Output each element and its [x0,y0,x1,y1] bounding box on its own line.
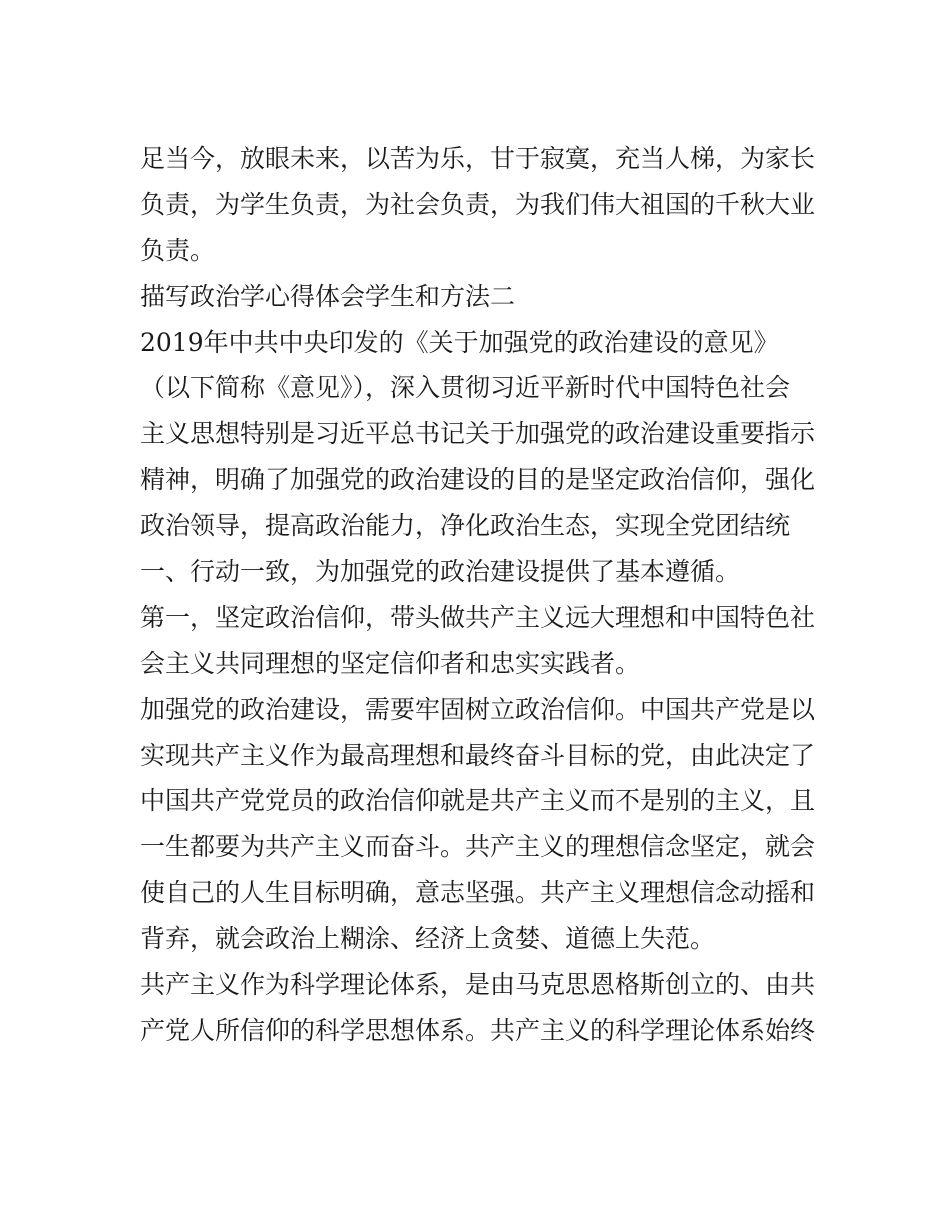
text-line: 精神，明确了加强党的政治建设的目的是坚定政治信仰，强化 [140,465,816,495]
text-line: 产党人所信仰的科学思想体系。共产主义的科学理论体系始终 [140,1015,816,1045]
text-line: 共产主义作为科学理论体系，是由马克思恩格斯创立的、由共 [140,970,816,1000]
text-line: 主义思想特别是习近平总书记关于加强党的政治建设重要指示 [140,419,816,449]
text-line: 第一，坚定政治信仰，带头做共产主义远大理想和中国特色社 [140,602,816,632]
text-line: 实现共产主义作为最高理想和最终奋斗目标的党，由此决定了 [140,740,816,770]
text-line: 中国共产党党员的政治信仰就是共产主义而不是别的主义，且 [140,786,816,816]
text-line: 背弃，就会政治上糊涂、经济上贪婪、道德上失范。 [140,924,716,954]
text-line: 使自己的人生目标明确，意志坚强。共产主义理想信念动摇和 [140,878,816,908]
document-body [140,136,830,1054]
text-line: 一、行动一致，为加强党的政治建设提供了基本遵循。 [140,557,741,587]
text-line: 足当今，放眼未来，以苦为乐，甘于寂寞，充当人梯，为家长 [140,144,816,173]
text-line: 一生都要为共产主义而奋斗。共产主义的理想信念坚定，就会 [140,832,816,862]
text-line: 负责，为学生负责，为社会负责，为我们伟大祖国的千秋大业 [140,189,816,219]
text-line: 会主义共同理想的坚定信仰者和忠实实践者。 [140,648,641,678]
text-line: 政治领导，提高政治能力，净化政治生态，实现全党团结统 [140,511,791,541]
text-line: （以下简称《意见》），深入贯彻习近平新时代中国特色社会 [140,373,791,403]
text-line: 加强党的政治建设，需要牢固树立政治信仰。中国共产党是以 [140,694,816,724]
text-line: 2019年中共中央印发的《关于加强党的政治建设的意见》 [140,327,779,357]
text-line: 负责。 [140,235,216,265]
section-heading: 描写政治学心得体会学生和方法二 [140,281,516,311]
